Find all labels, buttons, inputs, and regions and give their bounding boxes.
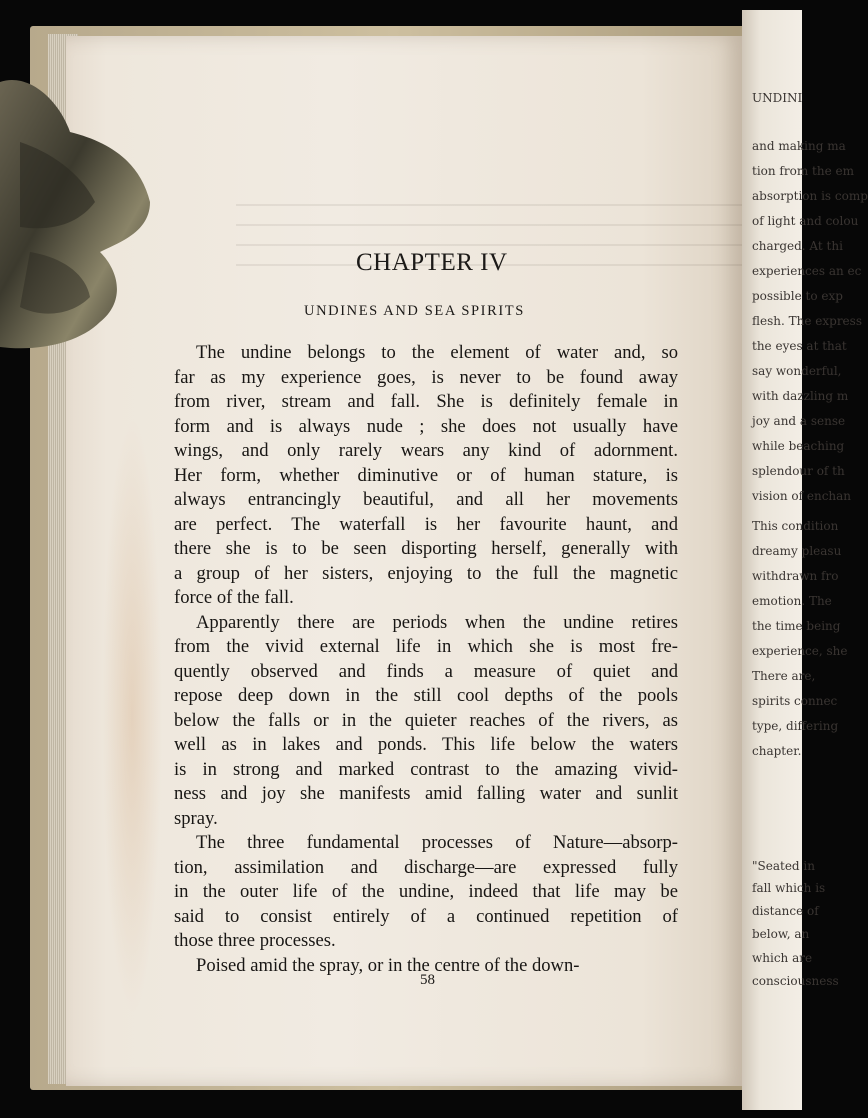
text-line: in the outer life of the undine, indeed that life may be [174,881,678,902]
facing-page-text: splendour of th [752,464,845,478]
paragraph [174,831,678,954]
text-line: Poised amid the spray, or in the centre of the down- [196,954,580,976]
body-text [174,341,678,978]
section-title: UNDINES AND SEA SPIRITS [304,303,525,319]
facing-page-text: possible to exp [752,289,843,303]
text-line: repose deep down in the still cool depths of the pools [174,685,678,706]
text-line: there she is to be seen disporting herself, generally with [174,538,678,559]
facing-page-text: "Seated in [752,859,815,873]
text-line: from the vivid external life in which she is most fre- [174,636,678,657]
facing-page-text: and making ma [752,139,846,153]
text-line: a group of her sisters, enjoying to the full the magnetic [174,562,678,584]
facing-page-text: the time being [752,619,841,633]
text-line: form and is always nude ; she does not usually have [174,415,678,437]
facing-page-text: This condition [752,519,839,533]
text-line: below the falls or in the quieter reaches of the rivers, as [174,709,678,731]
facing-page-text: absorption is comp [752,189,868,203]
facing-page-text: dreamy pleasu [752,544,842,558]
facing-page-text: the eyes at that [752,339,847,353]
facing-page-text: type, differing [752,719,839,733]
facing-page-text: distance of [752,904,819,918]
text-line: spray. [174,807,218,829]
facing-page-text: charged. At thi [752,239,843,253]
facing-page-text: with dazzling m [752,389,849,403]
facing-page-text: while beaching [752,439,845,453]
facing-page-text: emotion. The [752,594,832,608]
text-line: Apparently there are periods when the undine retires [196,611,678,633]
text-line: said to consist entirely of a continued repetition of [174,905,678,927]
page-clip [0,62,160,362]
facing-page-text: experience, she [752,644,848,658]
text-line: ness and joy she manifests amid falling water and sunlit [174,783,678,804]
paragraph [174,341,678,611]
facing-page-text: say wonderful, [752,364,842,378]
page-number: 58 [420,972,435,988]
facing-page-text: chapter. [752,744,802,758]
facing-page-text: which are [752,951,813,965]
text-line: quently observed and finds a measure of quiet and [174,660,678,682]
text-line: well as in lakes and ponds. This life below the waters [174,734,678,755]
chapter-title: CHAPTER IV [356,249,508,276]
page-stain [102,416,162,1016]
text-line: from river, stream and fall. She is definitely female in [174,391,678,412]
text-line: wings, and only rarely wears any kind of adornment. [174,440,678,461]
text-line: far as my experience goes, is never to be found away [174,366,678,388]
text-line: are perfect. The waterfall is her favourite haunt, and [174,513,678,535]
facing-page-text: flesh. The express [752,314,862,328]
text-line: those three processes. [174,930,336,951]
facing-page-text: experiences an ec [752,264,862,278]
facing-page-text: withdrawn fro [752,569,839,583]
facing-page-text: of light and colou [752,214,859,228]
facing-page-text: consciousness [752,974,839,988]
text-line: is in strong and marked contrast to the amazing vivid- [174,758,678,780]
facing-page-text: below, an [752,927,810,941]
text-line: The three fundamental processes of Nature—absorp- [196,832,678,853]
text-line: tion, assimilation and discharge—are expressed fully [174,856,678,878]
facing-page-text: tion from the em [752,164,854,178]
paragraph [174,611,678,832]
facing-page-text: There are, [752,669,816,683]
text-line: The undine belongs to the element of water and, so [196,342,678,363]
text-line: Her form, whether diminutive or of human stature, is [174,464,678,486]
facing-page-text: spirits connec [752,694,838,708]
facing-page [742,10,868,1110]
facing-page-text: joy and a sense [752,414,846,428]
text-line: force of the fall. [174,587,294,608]
facing-page-text: fall which is [752,881,826,895]
text-line: always entrancingly beautiful, and all her movements [174,489,678,510]
facing-page-text: vision of enchan [752,489,852,503]
facing-page-text: UNDINI [752,91,803,105]
